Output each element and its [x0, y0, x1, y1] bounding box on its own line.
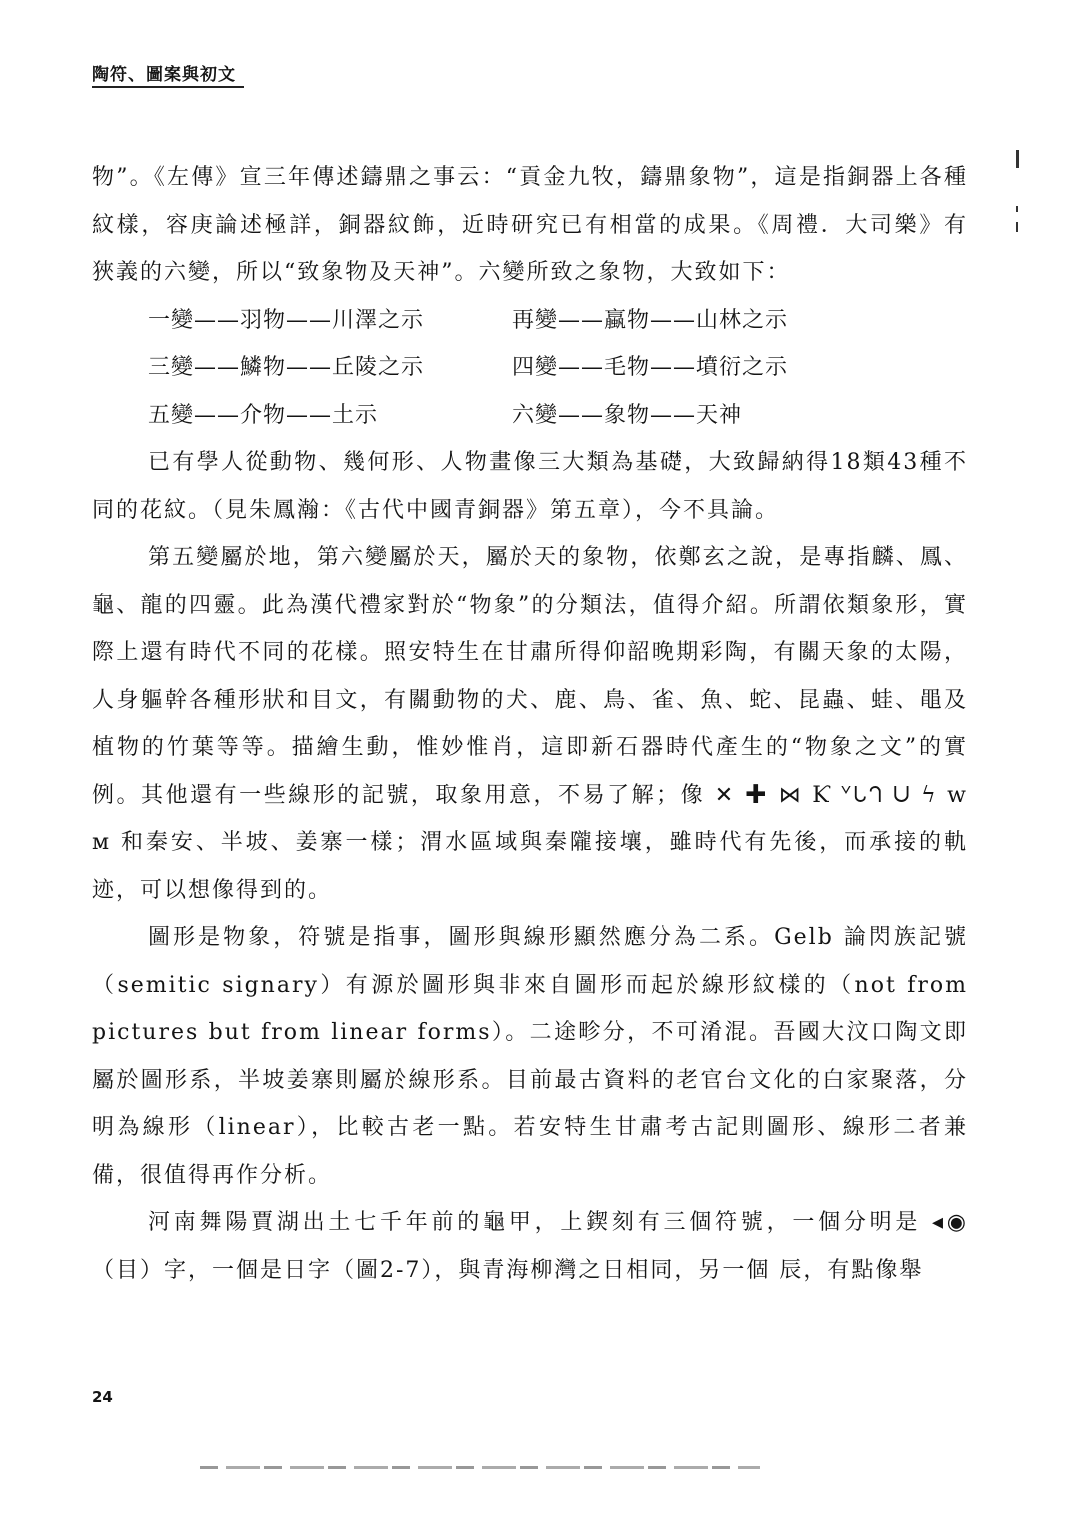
variation-row: [148, 392, 968, 440]
page-body: [92, 154, 968, 1294]
paragraph: 第五變屬於地，第六變屬於天，屬於天的象物，依鄭玄之說，是專指麟、鳳、龜、龍的四靈。此為漢代禮家對於“物象”的分類法，值得介紹。所謂依類象形，實際上還有時代不同的花樣。照安特生在甘肅所得仰韶晚期彩陶，有關天象的太陽，人身軀幹各種形狀和目文，有關動物的犬、鹿、鳥、雀、魚、蛇、昆蟲、蛙、黽及植物的竹葉等等。描繪生動，惟妙惟肖，這即新石器時代產生的“物象之文”的實例。其他還有一些線形的記號，取象用意，不易了解；像 ✕ ✚ ⋈ Ƙ ᘁᘂᘃ ᑌ ϟ ᴡ ᴍ 和秦安、半坡、姜寨一樣；渭水區域與秦隴接壤，雖時代有先後，而承接的軌迹，可以想像得到的。: [92, 545, 968, 903]
header-underline: [92, 86, 244, 88]
scan-artifact-mark: [1016, 206, 1018, 212]
variation-item: 六變——象物——天神: [512, 402, 743, 428]
paragraph: 河南舞陽賈湖出土七千年前的龜甲，上鍥刻有三個符號，一個分明是 ◂◉ （目）字，一個是日字（圖2-7），與青海柳灣之日相同，另一個 ⾠，有點像舉: [92, 1210, 968, 1283]
six-variations-list: [148, 297, 968, 440]
variation-row: [148, 297, 968, 345]
paragraph: 圖形是物象，符號是指事，圖形與線形顯然應分為二系。Gelb 論閃族記號（semitic signary）有源於圖形與非來自圖形而起於線形紋樣的（not from pictures but from linear forms）。二途畛分，不可淆混。吾國大汶口陶文即屬於圖形系，半坡姜寨則屬於線形系。目前最古資料的老官台文化的白家聚落，分明為線形（linear），比較古老一點。若安特生甘肅考古記則圖形、線形二者兼備，很值得再作分析。: [92, 925, 968, 1188]
variation-item: 四變——毛物——墳衍之示: [512, 355, 789, 380]
variation-item: 五變——介物——土示: [148, 402, 379, 428]
variation-item: 三變——鱗物——丘陵之示: [148, 355, 425, 380]
variation-row: [148, 344, 968, 392]
variation-item: 一變——羽物——川澤之示: [148, 307, 425, 333]
page-number: 24: [92, 1388, 113, 1406]
running-header: 陶符、圖案與初文: [92, 65, 236, 85]
paragraph: 已有學人從動物、幾何形、人物畫像三大類為基礎，大致歸納得18類43種不同的花紋。（見朱鳳瀚：《古代中國青銅器》第五章），今不具論。: [92, 450, 968, 523]
scan-artifact-mark: [1016, 222, 1018, 232]
scan-artifact-smudge: [200, 1466, 760, 1469]
variation-item: 再變——蠃物——山林之示: [512, 307, 789, 333]
scan-artifact-mark: [1016, 150, 1019, 168]
paragraph: 物”。《左傳》宣三年傳述鑄鼎之事云：“貢金九牧，鑄鼎象物”，這是指銅器上各種紋樣，容庚論述極詳，銅器紋飾，近時研究已有相當的成果。《周禮．大司樂》有狹義的六變，所以“致象物及天神”。六變所致之象物，大致如下：: [92, 165, 968, 285]
